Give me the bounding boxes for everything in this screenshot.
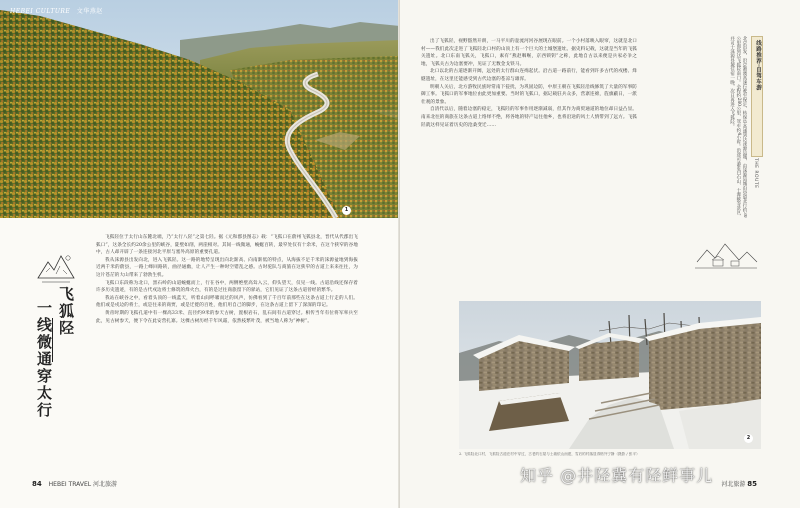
mountain-sketch-icon (36, 248, 76, 288)
paragraph: 我站在峡谷之中，看着头顶的一线蓝天，听着山间呼啸而过的风声，仿佛看到了千百年前那些在这条古道上行走的人们。他们或是戍边的将士，或是往来的商贾，或是迁徙的百姓，他们用自己的脚步，在这条古道上留下了深深的印记。 (96, 295, 358, 309)
magazine-name-cn: 河北旅游 (93, 481, 118, 488)
paragraph: 北口以北的古道逐渐开阔，远处的太行群山连绵起伏。沿古道一路前行，能看到许多古代的戍楼、烽燧遗址，在这里还能感受到古代边塞的苍凉与雄浑。 (421, 69, 637, 82)
right-body-text (421, 38, 637, 274)
paragraph: 明朝人关后，北方游牧民族时常南下侵扰，为巩固边防，中原王朝在飞狐陉沿线修筑了大量的军事防御工事。飞狐口的军事地位由此更加重要。当时的飞狐口，据记载驻兵众多，营寨连绵，旌旗蔽日，一派壮观的景象。 (421, 84, 637, 105)
left-body-text (96, 234, 358, 462)
section-cn: 文华燕赵 (76, 8, 103, 15)
paragraph: 自清代以后，随着边塞的稳定，飞狐陉的军事作用逐渐减弱，但其作为商贸通道的地位却日益凸显。南来北往的商旅在这条古道上络绎不绝，将各地的特产运往他乡，也将沿途的风土人情带到了远方。飞狐陉就这样见证着历史的沧桑变迁…… (421, 107, 637, 128)
article-title: 飞狐陉 (57, 286, 75, 337)
section-en: CULTURE (35, 8, 71, 15)
paragraph: 黄帝时期的飞狐孔道中有一棵高33米、直径约9米的参天古树，置根岩石，乱石间有古道穿过。相传当年有位将军率兵至此，见古树参天，便下令在此安营扎寨。这棵古树历经千年风霜，依然枝繁叶茂，被当地人称为“神树”。 (96, 310, 358, 324)
route-text: 北京出发，沿京港澳高速行驶至保定，转保阜高速到达涞源县城，由涞源县城沿县道北行约30公里即到达飞狐陉南口。全程约280公里，驾车约4小时。沿途可游览白石山、十瀑峡等景区，并可于涞源县城住宿一晚，次日再进入飞狐陉。 (729, 36, 747, 219)
page-number-right: 85 (747, 480, 757, 488)
section-prefix: HEBEI (10, 8, 34, 15)
paragraph: 飞狐陉位于太行山东麓北端，乃“太行八陉”之第七陉。据《元和郡县图志》载：“飞狐口在蔚州飞狐县北，晋代从代郡出飞狐口”，这条全长约20余公里的峡谷，陡壁如削，两崖相对。其间一线微通，蜿蜒百转，最窄处仅有十余米，在这个狭窄的谷地中，古人却开辟了一条连接河北平原与塞外高原的重要孔道。 (96, 235, 358, 256)
photo-caption: 2. 飞狐陉北口村，飞狐陉古道在村中穿过，古老的石屋与土墙依山而建，雪后的村落显得格外宁静（摄影 / 张平） (459, 452, 640, 456)
snowy-village-image (459, 301, 761, 449)
page-number-left: 84 (32, 480, 42, 488)
route-label: 线路推荐·自驾车游 (751, 36, 763, 157)
snow-photo-number: 2 (744, 434, 753, 443)
route-label-en: THE ROUTE (753, 158, 758, 189)
autumn-mountain-road-image (0, 0, 400, 218)
paragraph: 出了飞狐陉，视野豁然开朗，一马平川的壶流河河谷展现在眼前。一个小村落映入眼帘，这就是北口村——我们此次走进了飞狐陉北口村的山顶上有一个巨大的土城堡遗址。据史料记载，这就是当年的飞狐关遗址。北口东南飞狐关，飞狐口，素有“燕赵咽喉，京西锁钥”之称，此地自古以来便是兵家必争之地，飞狐关古为边塞要冲，见证了无数金戈铁马。 (421, 39, 637, 67)
snow-village-photo (459, 301, 761, 449)
folio-right (721, 479, 762, 488)
watermark: 知乎 @井陉冀有陉鲜事儿 (520, 466, 714, 485)
article-subtitle: 一线微通穿太行 (35, 300, 53, 419)
magazine-name-en: HEBEI TRAVEL (48, 481, 92, 488)
hero-photo (0, 0, 400, 218)
paragraph: 飞狐口东段称为北口，黑石岭的山道蜿蜒而上，行在谷中，两侧绝壁高耸入云，仰头望天，仅见一线。古道沿线还保存着许多历史遗迹，有的是古代戍边将士修筑的烽火台，有的是过往商旅留下的驿站，它们见证了这条古道曾经的繁华。 (96, 280, 358, 294)
route-sidebar (693, 34, 763, 276)
village-sketch-icon (693, 232, 759, 272)
hero-photo-number: 1 (342, 206, 351, 215)
folio-left (32, 479, 117, 488)
section-tag (10, 6, 103, 15)
magazine-name-cn-right: 河北旅游 (721, 481, 746, 488)
paragraph: 我从涞源县出发向北，进入飞狐陉。这一路的地势呈现出向北渐高、向南渐低的特点，从海拔不足千米的涞源盆地到海拔近两千米的蔚县，一路上峰回路转，曲径通幽，让人产生一种时空错乱之感。古时驼队与商旅在这狭窄的古道上来来往往，为这片苍茫的大山带来了勃勃生机。 (96, 257, 358, 278)
